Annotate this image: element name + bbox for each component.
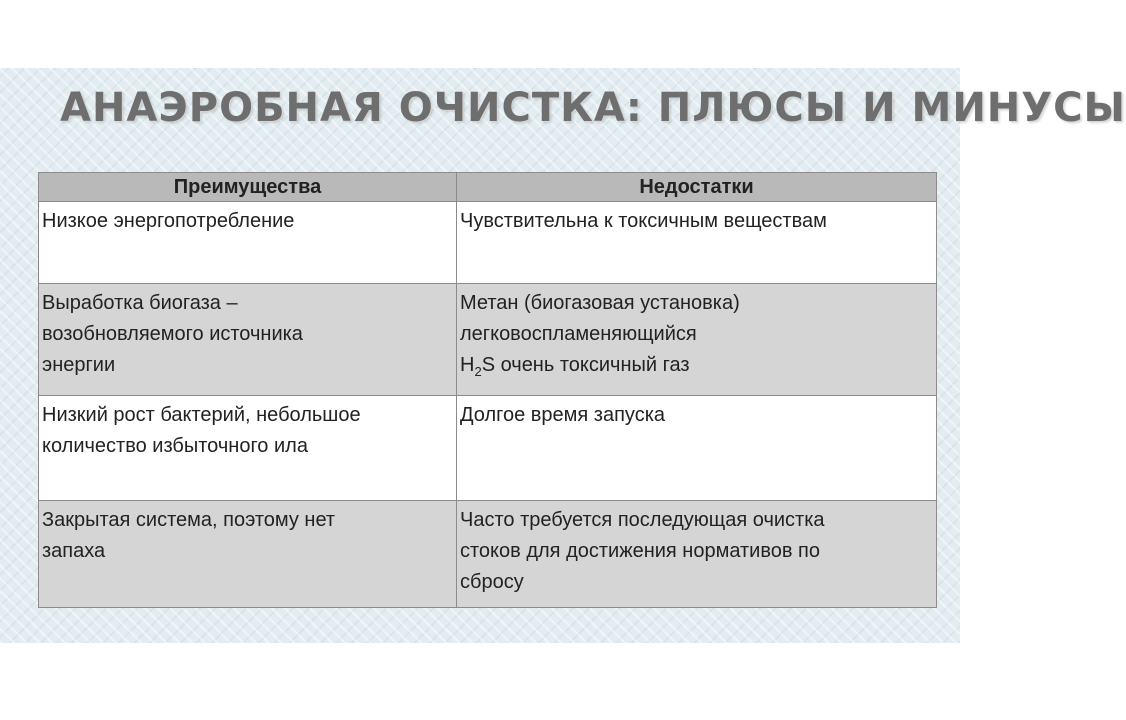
advantage-cell [39, 501, 457, 608]
table-row [39, 202, 937, 284]
cell-line: легковоспламеняющийся [460, 323, 697, 345]
cell-line: запаха [42, 540, 106, 562]
cell-line: сбросу [460, 571, 524, 593]
advantage-cell [39, 396, 457, 501]
h2s-suffix: S очень токсичный газ [481, 354, 690, 376]
table-row [39, 396, 937, 501]
disadvantage-cell [457, 284, 937, 396]
cell-line: энергии [42, 354, 116, 376]
disadvantage-cell [457, 202, 937, 284]
h2s-subscript: 2 [474, 364, 482, 379]
disadvantage-cell [457, 396, 937, 501]
cell-line: Часто требуется последующая очистка [460, 509, 825, 531]
disadvantage-cell [457, 501, 937, 608]
cell-line: Закрытая система, поэтому нет [42, 509, 336, 531]
cell-line: Низкий рост бактерий, небольшое [42, 404, 361, 426]
header-advantages: Преимущества [39, 173, 457, 202]
cell-line: стоков для достижения нормативов по [460, 540, 821, 562]
cell-line: количество избыточного ила [42, 435, 308, 457]
cell-line: возобновляемого источника [42, 323, 303, 345]
table-header-row [39, 173, 937, 202]
cell-line: Метан (биогазовая установка) [460, 292, 740, 314]
advantage-cell [39, 284, 457, 396]
cell-line: Низкое энергопотребление [42, 210, 295, 232]
slide [0, 68, 1126, 643]
cell-line: Долгое время запуска [460, 404, 665, 426]
pros-cons-table [38, 172, 937, 608]
h2s-prefix: H [460, 354, 475, 376]
cell-line: Чувствительна к токсичным веществам [460, 210, 827, 232]
slide-title: АНАЭРОБНАЯ ОЧИСТКА: ПЛЮСЫ И МИНУСЫ [60, 85, 1126, 131]
advantage-cell [39, 202, 457, 284]
table-row [39, 284, 937, 396]
header-disadvantages: Недостатки [457, 173, 937, 202]
cell-line: Выработка биогаза – [42, 292, 238, 314]
table-row [39, 501, 937, 608]
h2s-line [460, 350, 932, 381]
